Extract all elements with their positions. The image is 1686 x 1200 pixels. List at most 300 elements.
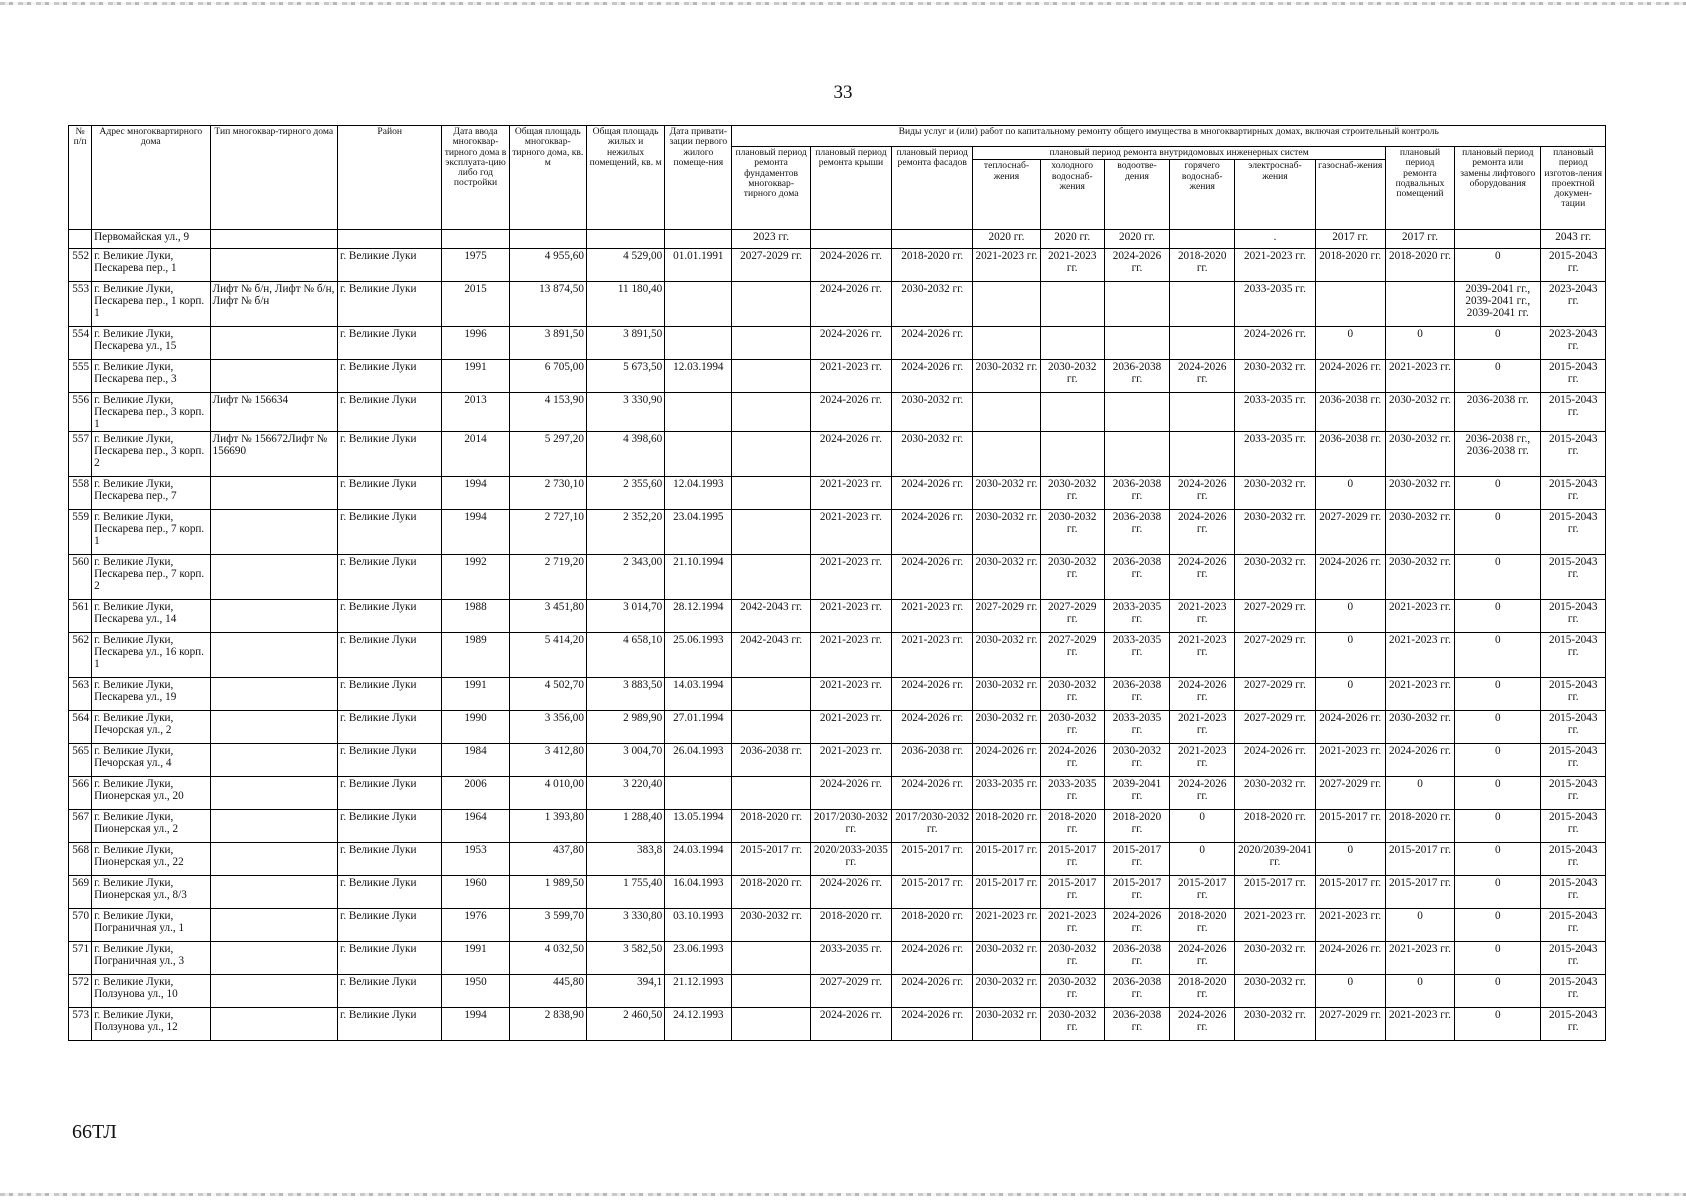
cell-type [210,876,337,909]
cell-privatization: 12.03.1994 [665,360,732,393]
cell-basement: 2018-2020 гг. [1385,810,1454,843]
cell-gas: 0 [1315,633,1385,678]
cell-num: 559 [69,510,92,555]
cell-hot-water: 2018-2020 гг. [1170,975,1235,1008]
cell-cold-water [1040,282,1104,327]
cell-living-area: 1 755,40 [586,876,664,909]
cell-privatization: 27.01.1994 [665,711,732,744]
cell-heat: 2033-2035 гг. [973,777,1040,810]
cell-foundation [732,975,810,1008]
cell-type [210,477,337,510]
cell-living-area: 4 529,00 [586,249,664,282]
cell-privatization: 28.12.1994 [665,600,732,633]
cell-address: г. Великие Луки, Пионерская ул., 8/3 [92,876,210,909]
cell-heat: 2015-2017 гг. [973,876,1040,909]
cell-roof: 2021-2023 гг. [810,744,891,777]
cell-privatization [665,432,732,477]
cell-elevator: 0 [1455,510,1541,555]
cell-living-area: 3 582,50 [586,942,664,975]
cell-address: г. Великие Луки, Пескарева ул., 19 [92,678,210,711]
cell-hot-water [1170,282,1235,327]
cell-district: г. Великие Луки [338,744,442,777]
cell-basement: 2030-2032 гг. [1385,393,1454,432]
cell-address: г. Великие Луки, Пионерская ул., 2 [92,810,210,843]
cell-total-area: 13 874,50 [509,282,586,327]
cell-total-area: 4 010,00 [509,777,586,810]
cell-foundation [732,678,810,711]
cell-hot-water [1170,230,1235,249]
cell-electric: 2024-2026 гг. [1235,744,1315,777]
cell-living-area: 2 355,60 [586,477,664,510]
cell-cold-water: 2020 гг. [1040,230,1104,249]
cell-design: 2023-2043 гг. [1541,327,1606,360]
cell-foundation [732,711,810,744]
cell-district: г. Великие Луки [338,327,442,360]
cell-gas: 2024-2026 гг. [1315,942,1385,975]
cell-facade: 2024-2026 гг. [892,777,973,810]
cell-gas: 2024-2026 гг. [1315,360,1385,393]
cell-num: 571 [69,942,92,975]
cell-num: 555 [69,360,92,393]
cell-hot-water: 0 [1170,843,1235,876]
cell-total-area [509,230,586,249]
cell-elevator: 0 [1455,249,1541,282]
cell-privatization: 24.03.1994 [665,843,732,876]
register-sheet [68,125,1606,1041]
header-hot-water: горячего водоснаб-жения [1170,160,1235,230]
cell-gas: 2018-2020 гг. [1315,249,1385,282]
header-heat: теплоснаб-жения [973,160,1040,230]
cell-gas: 2021-2023 гг. [1315,909,1385,942]
cell-roof: 2021-2023 гг. [810,633,891,678]
cell-living-area [586,230,664,249]
cell-address: г. Великие Луки, Пескарева пер., 1 корп. 1 [92,282,210,327]
cell-num: 563 [69,678,92,711]
cell-foundation [732,393,810,432]
cell-address: г. Великие Луки, Ползунова ул., 10 [92,975,210,1008]
cell-heat: 2024-2026 гг. [973,744,1040,777]
cell-district: г. Великие Луки [338,282,442,327]
cell-elevator: 0 [1455,777,1541,810]
cell-facade: 2024-2026 гг. [892,678,973,711]
cell-sewer: 2036-2038 гг. [1104,510,1169,555]
cell-hot-water [1170,432,1235,477]
cell-basement: 2021-2023 гг. [1385,600,1454,633]
cell-gas: 2027-2029 гг. [1315,510,1385,555]
cell-facade: 2024-2026 гг. [892,360,973,393]
cell-type [210,744,337,777]
cell-cold-water [1040,393,1104,432]
table-row [69,327,1606,360]
cell-roof: 2024-2026 гг. [810,876,891,909]
cell-design: 2015-2043 гг. [1541,810,1606,843]
cell-heat: 2030-2032 гг. [973,678,1040,711]
cell-district: г. Великие Луки [338,360,442,393]
cell-living-area: 1 288,40 [586,810,664,843]
cell-elevator: 0 [1455,942,1541,975]
cell-gas: 0 [1315,327,1385,360]
cell-heat: 2021-2023 гг. [973,249,1040,282]
cell-year: 2006 [442,777,509,810]
cell-cold-water: 2015-2017 гг. [1040,876,1104,909]
cell-gas: 2015-2017 гг. [1315,876,1385,909]
cell-cold-water [1040,432,1104,477]
table-row [69,432,1606,477]
cell-privatization [665,777,732,810]
cell-heat: 2030-2032 гг. [973,711,1040,744]
cell-electric: 2030-2032 гг. [1235,360,1315,393]
header-basement: плановый период ремонта подвальных помещений [1385,147,1454,230]
cell-total-area: 3 356,00 [509,711,586,744]
cell-basement: 2021-2023 гг. [1385,633,1454,678]
cell-elevator: 0 [1455,843,1541,876]
cell-roof: 2021-2023 гг. [810,555,891,600]
cell-roof: 2024-2026 гг. [810,432,891,477]
cell-address: г. Великие Луки, Пескарева пер., 3 [92,360,210,393]
cell-year: 1994 [442,510,509,555]
cell-address: г. Великие Луки, Пионерская ул., 22 [92,843,210,876]
cell-hot-water: 2021-2023 гг. [1170,744,1235,777]
cell-district: г. Великие Луки [338,843,442,876]
page-number: 33 [833,82,853,103]
cell-electric: 2018-2020 гг. [1235,810,1315,843]
cell-hot-water: 2024-2026 гг. [1170,678,1235,711]
cell-electric: 2021-2023 гг. [1235,909,1315,942]
cell-living-area: 2 343,00 [586,555,664,600]
cell-type [210,678,337,711]
cell-facade: 2015-2017 гг. [892,876,973,909]
cell-type [210,810,337,843]
header-electric: электроснаб-жения [1235,160,1315,230]
cell-district: г. Великие Луки [338,810,442,843]
cell-foundation [732,477,810,510]
cell-heat: 2015-2017 гг. [973,843,1040,876]
cell-foundation: 2015-2017 гг. [732,843,810,876]
cell-type [210,327,337,360]
cell-sewer [1104,327,1169,360]
header-engineering: плановый период ремонта внутридомовых инженерных систем [973,147,1386,160]
header-living-area: Общая площадь жилых и нежилых помещений, кв. м [586,126,664,230]
cell-elevator: 0 [1455,678,1541,711]
cell-design: 2015-2043 гг. [1541,1008,1606,1041]
cell-roof: 2033-2035 гг. [810,942,891,975]
cell-foundation: 2023 гг. [732,230,810,249]
cell-facade: 2024-2026 гг. [892,510,973,555]
cell-foundation [732,777,810,810]
table-row [69,777,1606,810]
cell-roof: 2020/2033-2035 гг. [810,843,891,876]
cell-sewer: 2015-2017 гг. [1104,876,1169,909]
cell-elevator: 2036-2038 гг., 2036-2038 гг. [1455,432,1541,477]
cell-design: 2015-2043 гг. [1541,843,1606,876]
cell-facade: 2017/2030-2032 гг. [892,810,973,843]
header-privatization: Дата привати-зации первого жилого помеще-ния [665,126,732,230]
cell-sewer: 2024-2026 гг. [1104,249,1169,282]
cell-facade: 2030-2032 гг. [892,282,973,327]
cell-roof: 2024-2026 гг. [810,327,891,360]
cell-district: г. Великие Луки [338,600,442,633]
cell-foundation [732,942,810,975]
cell-cold-water: 2030-2032 гг. [1040,360,1104,393]
cell-type [210,909,337,942]
cell-sewer: 2020 гг. [1104,230,1169,249]
cell-facade: 2024-2026 гг. [892,327,973,360]
cell-basement: 0 [1385,909,1454,942]
cell-electric: 2027-2029 гг. [1235,633,1315,678]
cell-address: г. Великие Луки, Пескарева ул., 14 [92,600,210,633]
cell-sewer: 2033-2035 гг. [1104,600,1169,633]
cell-num: 573 [69,1008,92,1041]
table-row [69,510,1606,555]
cell-living-area: 11 180,40 [586,282,664,327]
cell-living-area: 2 460,50 [586,1008,664,1041]
cell-living-area: 3 891,50 [586,327,664,360]
cell-district: г. Великие Луки [338,678,442,711]
cell-district: г. Великие Луки [338,975,442,1008]
cell-num: 567 [69,810,92,843]
cell-heat [973,282,1040,327]
cell-basement: 2018-2020 гг. [1385,249,1454,282]
cell-num: 569 [69,876,92,909]
cell-total-area: 3 599,70 [509,909,586,942]
cell-district: г. Великие Луки [338,711,442,744]
cell-address: г. Великие Луки, Пескарева пер., 7 корп. 2 [92,555,210,600]
cell-living-area: 3 220,40 [586,777,664,810]
header-district: Район [338,126,442,230]
cell-heat: 2027-2029 гг. [973,600,1040,633]
cell-facade: 2024-2026 гг. [892,1008,973,1041]
cell-sewer: 2030-2032 гг. [1104,744,1169,777]
cell-elevator: 0 [1455,876,1541,909]
cell-basement: 2030-2032 гг. [1385,477,1454,510]
cell-gas: 2021-2023 гг. [1315,744,1385,777]
cell-foundation: 2030-2032 гг. [732,909,810,942]
cell-type [210,777,337,810]
cell-living-area: 2 989,90 [586,711,664,744]
cell-gas: 0 [1315,600,1385,633]
table-row [69,909,1606,942]
cell-year: 1994 [442,1008,509,1041]
cell-privatization: 03.10.1993 [665,909,732,942]
table-row [69,555,1606,600]
cell-address: г. Великие Луки, Ползунова ул., 12 [92,1008,210,1041]
cell-year [442,230,509,249]
scan-edge-bottom [0,1193,1686,1196]
cell-total-area: 445,80 [509,975,586,1008]
cell-year: 1950 [442,975,509,1008]
cell-address: г. Великие Луки, Пионерская ул., 20 [92,777,210,810]
cell-facade: 2030-2032 гг. [892,432,973,477]
cell-sewer: 2036-2038 гг. [1104,975,1169,1008]
cell-electric: 2027-2029 гг. [1235,711,1315,744]
cell-living-area: 3 883,50 [586,678,664,711]
cell-basement: 2021-2023 гг. [1385,942,1454,975]
cell-hot-water: 2018-2020 гг. [1170,909,1235,942]
cell-heat [973,432,1040,477]
cell-cold-water: 2030-2032 гг. [1040,975,1104,1008]
table-row [69,843,1606,876]
cell-total-area: 5 414,20 [509,633,586,678]
cell-district: г. Великие Луки [338,477,442,510]
cell-design: 2015-2043 гг. [1541,678,1606,711]
table-row [69,711,1606,744]
cell-design: 2015-2043 гг. [1541,876,1606,909]
cell-district: г. Великие Луки [338,393,442,432]
cell-privatization: 16.04.1993 [665,876,732,909]
cell-living-area: 4 398,60 [586,432,664,477]
cell-elevator: 0 [1455,633,1541,678]
cell-roof [810,230,891,249]
header-roof: плановый период ремонта крыши [810,147,891,230]
cell-num: 565 [69,744,92,777]
cell-electric: . [1235,230,1315,249]
cell-roof: 2021-2023 гг. [810,510,891,555]
cell-gas: 2036-2038 гг. [1315,393,1385,432]
cell-district: г. Великие Луки [338,942,442,975]
cell-heat: 2030-2032 гг. [973,360,1040,393]
cell-gas [1315,282,1385,327]
cell-cold-water: 2030-2032 гг. [1040,477,1104,510]
cell-gas: 2015-2017 гг. [1315,810,1385,843]
cell-elevator: 2039-2041 гг., 2039-2041 гг., 2039-2041 гг. [1455,282,1541,327]
cell-elevator: 0 [1455,477,1541,510]
header-facade: плановый период ремонта фасадов [892,147,973,230]
cell-address: Первомайская ул., 9 [92,230,210,249]
cell-privatization: 23.06.1993 [665,942,732,975]
cell-living-area: 3 014,70 [586,600,664,633]
cell-address: г. Великие Луки, Пескарева пер., 3 корп. 1 [92,393,210,432]
cell-hot-water: 2024-2026 гг. [1170,942,1235,975]
cell-foundation: 2018-2020 гг. [732,876,810,909]
cell-total-area: 1 989,50 [509,876,586,909]
cell-gas: 2024-2026 гг. [1315,555,1385,600]
cell-roof: 2027-2029 гг. [810,975,891,1008]
header-design: плановый период изготов-ления проектной докумен-тации [1541,147,1606,230]
cell-sewer: 2033-2035 гг. [1104,711,1169,744]
cell-design: 2015-2043 гг. [1541,711,1606,744]
cell-type [210,249,337,282]
cell-gas: 0 [1315,843,1385,876]
cell-num: 554 [69,327,92,360]
cell-sewer [1104,393,1169,432]
cell-type [210,843,337,876]
cell-total-area: 4 032,50 [509,942,586,975]
cell-address: г. Великие Луки, Пескарева пер., 7 корп. 1 [92,510,210,555]
table-row [69,744,1606,777]
cell-gas: 2027-2029 гг. [1315,777,1385,810]
cell-gas: 0 [1315,477,1385,510]
cell-heat: 2030-2032 гг. [973,975,1040,1008]
cell-living-area: 2 352,20 [586,510,664,555]
table-row [69,876,1606,909]
cell-sewer: 2036-2038 гг. [1104,477,1169,510]
cell-total-area: 2 730,10 [509,477,586,510]
cell-heat: 2030-2032 гг. [973,633,1040,678]
header-num: № п/п [69,126,92,230]
cell-district: г. Великие Луки [338,510,442,555]
cell-facade: 2024-2026 гг. [892,975,973,1008]
cell-cold-water: 2030-2032 гг. [1040,678,1104,711]
cell-privatization [665,393,732,432]
cell-type [210,1008,337,1041]
cell-type [210,942,337,975]
cell-roof: 2018-2020 гг. [810,909,891,942]
cell-hot-water [1170,393,1235,432]
cell-cold-water: 2030-2032 гг. [1040,555,1104,600]
cell-district: г. Великие Луки [338,1008,442,1041]
cell-year: 2013 [442,393,509,432]
cell-cold-water: 2027-2029 гг. [1040,600,1104,633]
cell-total-area: 3 891,50 [509,327,586,360]
cell-num: 564 [69,711,92,744]
cell-hot-water: 2018-2020 гг. [1170,249,1235,282]
cell-electric: 2033-2035 гг. [1235,393,1315,432]
cell-gas: 0 [1315,975,1385,1008]
cell-year: 1964 [442,810,509,843]
cell-roof: 2024-2026 гг. [810,249,891,282]
cell-total-area: 3 451,80 [509,600,586,633]
cell-living-area: 3 330,90 [586,393,664,432]
cell-facade: 2036-2038 гг. [892,744,973,777]
cell-privatization: 21.12.1993 [665,975,732,1008]
cell-year: 1991 [442,942,509,975]
cell-privatization [665,282,732,327]
cell-roof: 2024-2026 гг. [810,777,891,810]
cell-total-area: 4 955,60 [509,249,586,282]
cell-elevator: 0 [1455,327,1541,360]
cell-cold-water: 2018-2020 гг. [1040,810,1104,843]
cell-sewer: 2024-2026 гг. [1104,909,1169,942]
cell-year: 1960 [442,876,509,909]
cell-sewer: 2036-2038 гг. [1104,678,1169,711]
cell-year: 2014 [442,432,509,477]
cell-electric: 2015-2017 гг. [1235,876,1315,909]
cell-address: г. Великие Луки, Пескарева ул., 15 [92,327,210,360]
cell-foundation [732,360,810,393]
cell-year: 1991 [442,678,509,711]
cell-design: 2015-2043 гг. [1541,510,1606,555]
cell-basement: 2015-2017 гг. [1385,843,1454,876]
header-year: Дата ввода многоквар-тирного дома в эксплуата-цию либо год постройки [442,126,509,230]
cell-year: 1996 [442,327,509,360]
cell-basement: 2030-2032 гг. [1385,711,1454,744]
capital-repair-table [68,125,1606,1041]
cell-total-area: 2 838,90 [509,1008,586,1041]
cell-basement: 0 [1385,975,1454,1008]
table-row [69,249,1606,282]
cell-num: 558 [69,477,92,510]
cell-gas: 2024-2026 гг. [1315,711,1385,744]
cell-electric: 2030-2032 гг. [1235,477,1315,510]
table-row [69,393,1606,432]
cell-elevator: 0 [1455,555,1541,600]
footer-code: 66ТЛ [72,1121,117,1143]
cell-heat [973,393,1040,432]
cell-type [210,510,337,555]
cell-electric: 2033-2035 гг. [1235,282,1315,327]
cell-num: 557 [69,432,92,477]
cell-cold-water: 2030-2032 гг. [1040,942,1104,975]
cell-num: 552 [69,249,92,282]
cell-privatization [665,230,732,249]
cell-cold-water: 2024-2026 гг. [1040,744,1104,777]
cell-roof: 2024-2026 гг. [810,1008,891,1041]
cell-sewer: 2036-2038 гг. [1104,555,1169,600]
cell-foundation: 2018-2020 гг. [732,810,810,843]
table-row [69,477,1606,510]
cell-total-area: 2 719,20 [509,555,586,600]
cell-sewer: 2036-2038 гг. [1104,360,1169,393]
